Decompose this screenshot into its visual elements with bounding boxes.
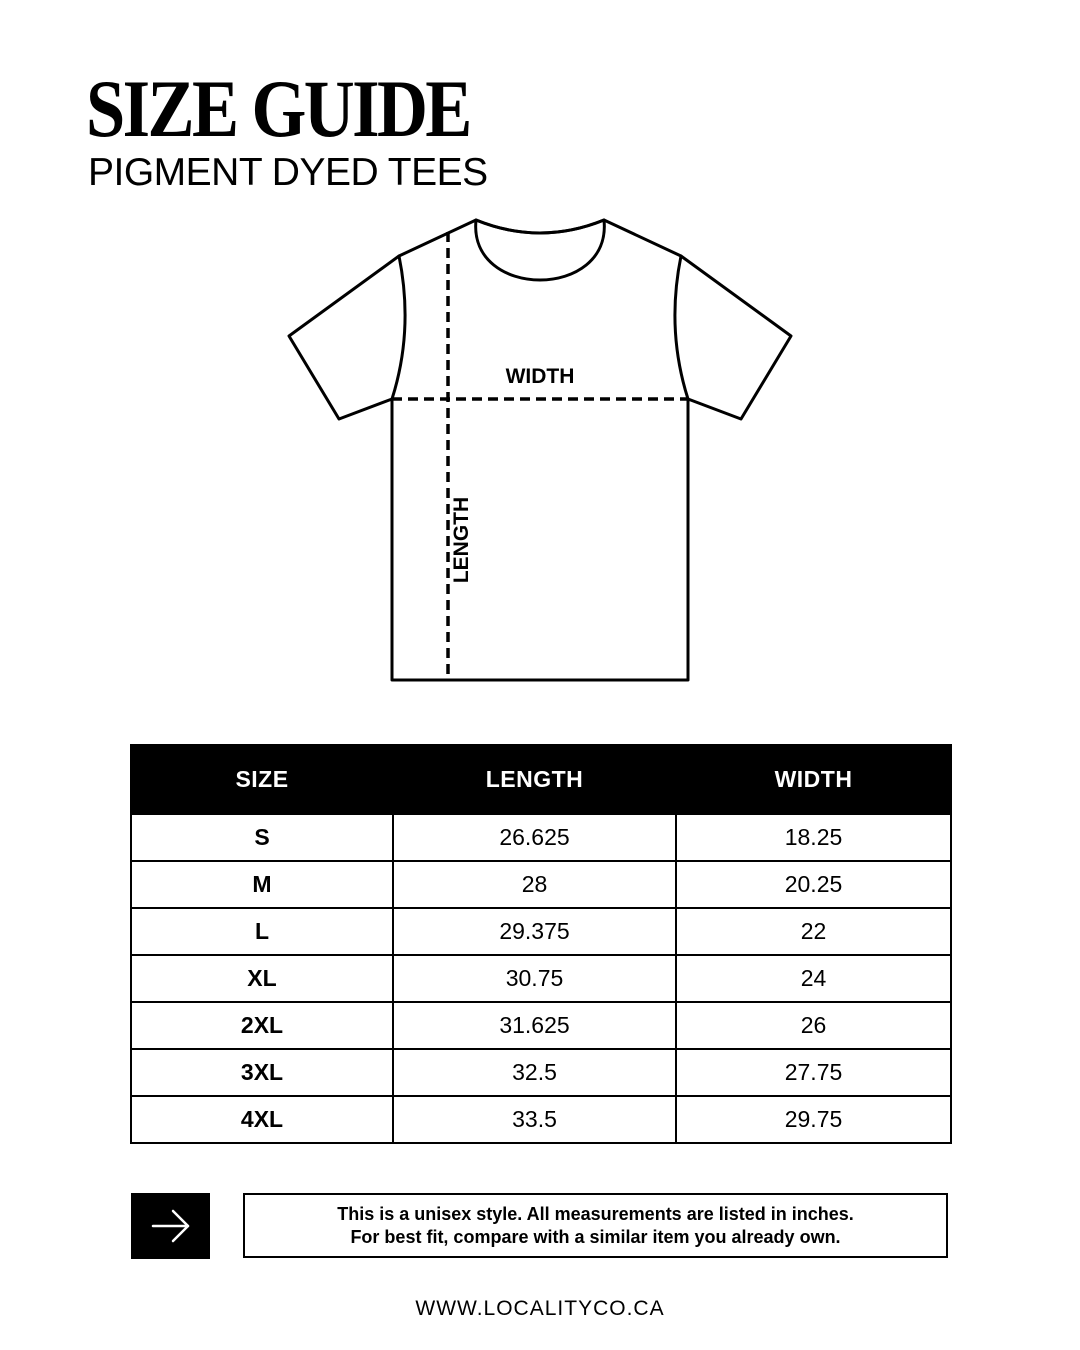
size-cell: 3XL [131,1049,393,1096]
page-title: SIZE GUIDE [86,63,470,154]
arrow-right-icon [131,1193,210,1259]
size-cell: 4XL [131,1096,393,1143]
length-cell: 32.5 [393,1049,676,1096]
column-header-width: WIDTH [676,745,951,814]
right-armhole-seam [675,256,688,399]
length-cell: 29.375 [393,908,676,955]
table-row [131,1049,951,1096]
width-cell: 22 [676,908,951,955]
width-cell: 18.25 [676,814,951,861]
collar-inner [476,220,604,233]
width-cell: 20.25 [676,861,951,908]
width-cell: 29.75 [676,1096,951,1143]
length-cell: 33.5 [393,1096,676,1143]
length-cell: 30.75 [393,955,676,1002]
fit-note-line: This is a unisex style. All measurements are listed in inches. [337,1203,854,1224]
table-header-row [131,745,951,814]
size-cell: 2XL [131,1002,393,1049]
fit-note-line: For best fit, compare with a similar item you already own. [350,1226,841,1247]
left-armhole-seam [392,256,405,399]
length-cell: 26.625 [393,814,676,861]
table-row [131,861,951,908]
table-row [131,1002,951,1049]
length-cell: 31.625 [393,1002,676,1049]
size-cell: M [131,861,393,908]
size-cell: L [131,908,393,955]
table-row [131,908,951,955]
width-cell: 24 [676,955,951,1002]
tshirt-outline [289,220,791,680]
table-row [131,1096,951,1143]
size-cell: XL [131,955,393,1002]
table-row [131,814,951,861]
width-label: WIDTH [505,365,575,388]
width-cell: 26 [676,1002,951,1049]
width-cell: 27.75 [676,1049,951,1096]
table-row [131,955,951,1002]
fit-note [243,1193,948,1258]
website-url: WWW.LOCALITYCO.CA [415,1297,665,1320]
length-cell: 28 [393,861,676,908]
length-label: LENGTH [450,496,473,584]
size-cell: S [131,814,393,861]
column-header-size: SIZE [131,745,393,814]
page-subtitle: PIGMENT DYED TEES [88,151,488,194]
collar-outer [476,220,605,280]
column-header-length: LENGTH [393,745,676,814]
size-table [130,744,952,1144]
